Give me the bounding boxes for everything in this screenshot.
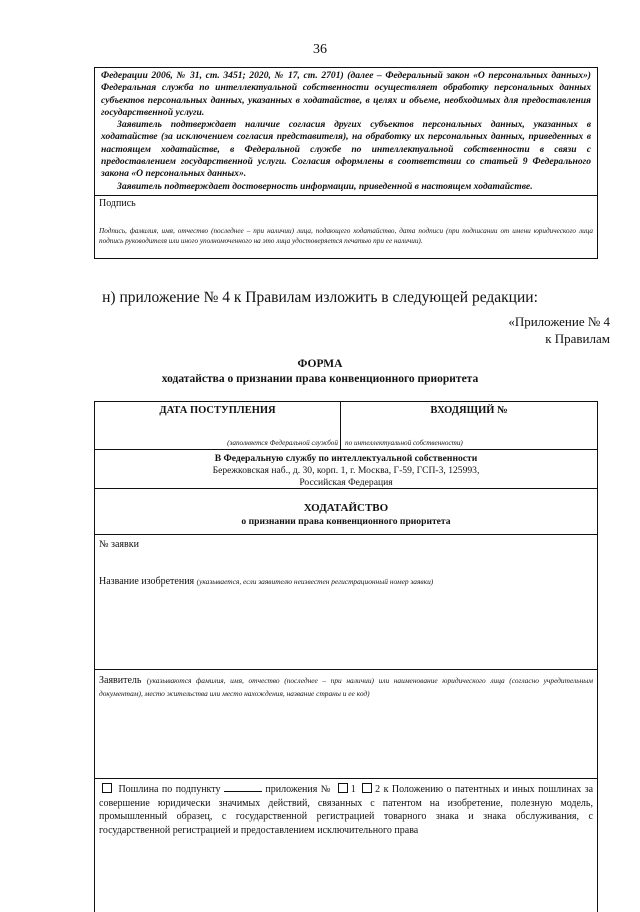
addressee: В Федеральную службу по интеллектуальной собственности xyxy=(214,453,478,464)
amendment-text: н) приложение № 4 к Правилам изложить в следующей редакции: xyxy=(102,289,538,306)
petition-heading xyxy=(95,489,597,535)
applicant-row xyxy=(99,674,593,700)
signature-field[interactable] xyxy=(95,195,597,258)
received-date-label: ДАТА ПОСТУПЛЕНИЯ xyxy=(159,405,276,416)
appendix-2-checkbox[interactable] xyxy=(362,783,372,793)
invention-section[interactable] xyxy=(95,535,597,670)
petition-subtitle: о признании права конвенционного приоритета xyxy=(241,516,451,527)
country: Российская Федерация xyxy=(299,477,393,488)
address: Бережковская наб., д. 30, корп. 1, г. Москва, Г-59, ГСП-3, 125993, xyxy=(212,465,480,476)
signature-label: Подпись xyxy=(99,197,136,209)
filled-by-note-2: по интеллектуальной собственности) xyxy=(345,439,463,447)
applicant-note: (указываются фамилия, имя, отчество (последнее – при наличии) или наименование юридического лица (согласно учредительным документам), место жительства или место нахождения, название страны и ее код) xyxy=(99,676,594,698)
consent-box xyxy=(94,67,598,259)
form-header-row xyxy=(95,402,597,450)
fee-text-part2: приложения № xyxy=(265,784,332,795)
fee-text-part1: Пошлина по подпункту xyxy=(118,784,221,795)
petition-title: ХОДАТАЙСТВО xyxy=(303,502,389,514)
appendix-reference-line2: к Правилам xyxy=(545,331,610,346)
consent-paragraph-2: Заявитель подтверждает наличие согласия других субъектов персональных данных, указанных в ходатайстве (за исключением согласия представителя), на обработку их персональных данных, приведенных в настоящем ходатайстве, в Федеральной службе по интеллектуальной собственности в связи с предоставлением государственной услуги. Согласия оформлены в соответствии со статьей 9 Федерального закона «О персональных данных». xyxy=(101,119,591,180)
consent-paragraph-3: Заявитель подтверждает достоверность информации, приведенной в настоящем ходатайстве. xyxy=(117,180,533,192)
appendix-1-checkbox[interactable] xyxy=(338,783,348,793)
fee-checkbox[interactable] xyxy=(102,783,112,793)
form-title xyxy=(0,357,640,387)
appendix-reference xyxy=(508,313,610,347)
signature-hint: Подпись, фамилия, имя, отчество (последнее – при наличии) лица, подающего ходатайство, дата подписи (при подписании от имени юридического лица подпись руководителя или иного уполномоченного на это лица удостоверяется печатью при ее наличии). xyxy=(99,226,593,245)
consent-paragraph-1: Федерации 2006, № 31, ст. 3451; 2020, № 17, ст. 2701) (далее – Федеральный закон «О персональных данных») Федеральная служба по интеллектуальной собственности осуществляет обработку персональных данных субъектов персональных данных, указанных в ходатайстве, в целях и объеме, необходимых для предоставления государственной услуги. xyxy=(101,70,591,118)
applicant-label: Заявитель xyxy=(99,675,142,686)
fee-section xyxy=(95,779,597,837)
applicant-section[interactable] xyxy=(95,670,597,779)
petition-form xyxy=(94,401,598,912)
page-number: 36 xyxy=(313,42,327,57)
incoming-number-label: ВХОДЯЩИЙ № xyxy=(430,405,508,416)
consent-text xyxy=(95,68,597,195)
invention-name-note: (указывается, если заявителю неизвестен регистрационный номер заявки) xyxy=(196,577,434,586)
fee-subparagraph-blank[interactable] xyxy=(224,782,262,792)
addressee-block xyxy=(95,450,597,489)
form-title-line1: ФОРМА xyxy=(297,358,343,370)
incoming-number-field[interactable] xyxy=(341,402,597,449)
fee-text-part3: к Положению о патентных и иных пошлинах за совершение юридически значимых действий, связанных с патентом на изобретение, полезную модель, промышленный образец, с государственной регистрацией товарного знака и знака обслуживания, с государственной регистрацией и предоставлением исключительного права xyxy=(99,784,594,836)
filled-by-note: (заполняется Федеральной службой xyxy=(227,439,338,447)
form-title-line2: ходатайства о признании права конвенционного приоритета xyxy=(161,373,479,385)
application-number-label: № заявки xyxy=(99,539,139,550)
received-date-field[interactable] xyxy=(95,402,341,449)
appendix-option-2: 2 xyxy=(375,784,381,795)
invention-name-label: Название изобретения xyxy=(99,576,195,587)
invention-name-row xyxy=(99,576,433,587)
appendix-reference-line1: «Приложение № 4 xyxy=(508,314,610,329)
appendix-option-1: 1 xyxy=(350,784,356,795)
